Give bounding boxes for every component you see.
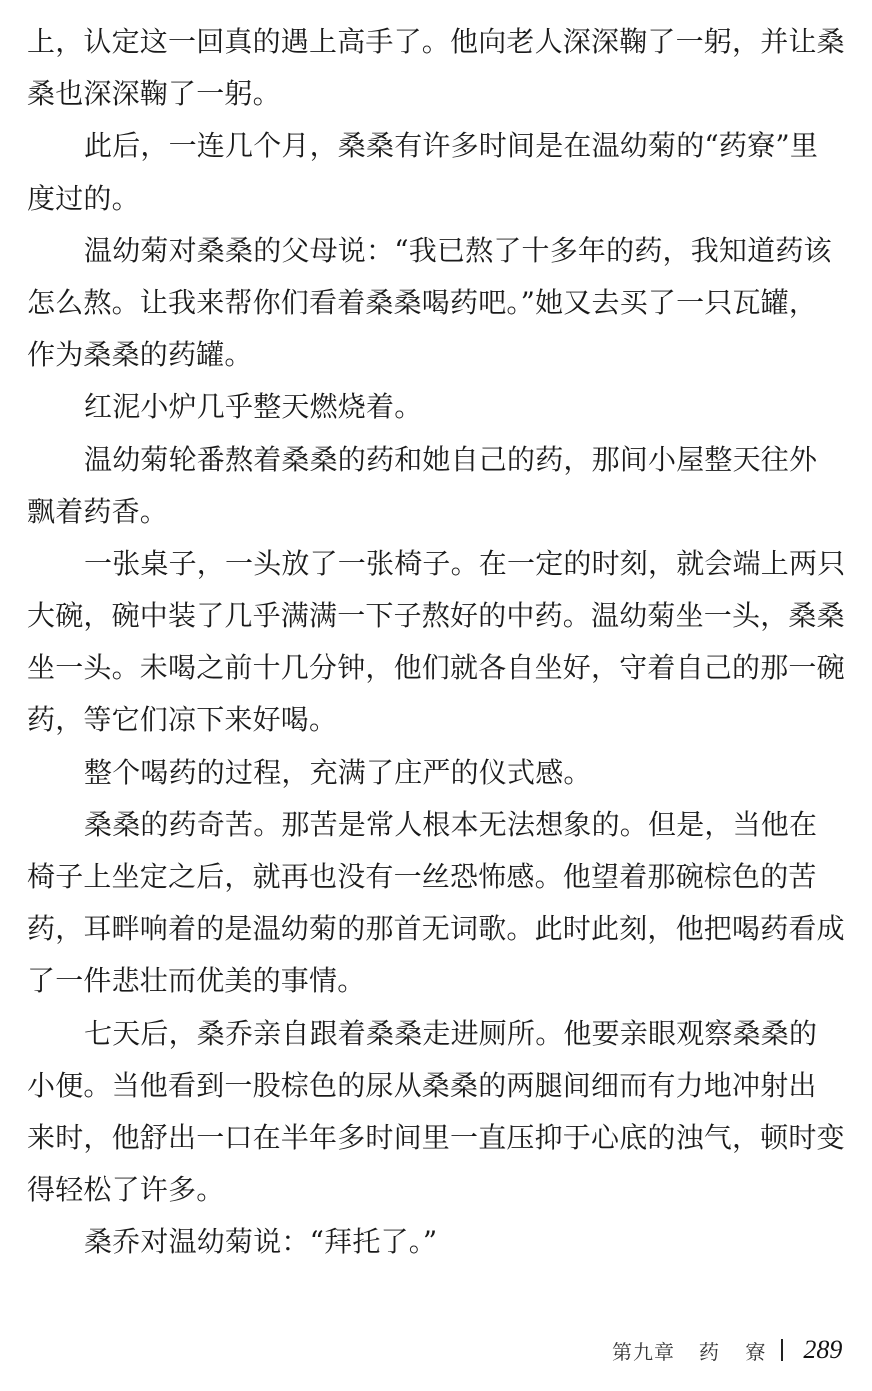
text-line: 药，耳畔响着的是温幼菊的那首无词歌。此时此刻，他把喝药看成	[27, 912, 845, 946]
text-line: 度过的。	[27, 181, 140, 215]
text-line: 飘着药香。	[27, 494, 169, 528]
text-line: 桑桑的药奇苦。那苦是常人根本无法想象的。但是，当他在	[84, 807, 818, 841]
text-line: 整个喝药的过程，充满了庄严的仪式感。	[84, 755, 592, 789]
text-line: 温幼菊轮番熬着桑桑的药和她自己的药，那间小屋整天往外	[84, 442, 818, 476]
text-line: 桑乔对温幼菊说：“拜托了。”	[84, 1225, 438, 1259]
page-body	[27, 16, 845, 1269]
footer-divider	[781, 1339, 783, 1361]
text-line: 来时，他舒出一口在半年多时间里一直压抑于心底的浊气，顿时变	[27, 1120, 845, 1154]
text-line: 得轻松了许多。	[27, 1173, 225, 1207]
text-line: 红泥小炉几乎整天燃烧着。	[84, 390, 423, 424]
text-line: 七天后，桑乔亲自跟着桑桑走进厕所。他要亲眼观察桑桑的	[84, 1016, 818, 1050]
text-line: 药，等它们凉下来好喝。	[27, 703, 338, 737]
text-line: 温幼菊对桑桑的父母说：“我已熬了十多年的药，我知道药该	[84, 233, 832, 267]
text-line: 怎么熬。让我来帮你们看着桑桑喝药吧。”她又去买了一只瓦罐，	[27, 285, 818, 319]
page-number: 289	[803, 1335, 843, 1364]
text-line: 大碗，碗中装了几乎满满一下子熬好的中药。温幼菊坐一头，桑桑	[27, 599, 845, 633]
text-line: 小便。当他看到一股棕色的尿从桑桑的两腿间细而有力地冲射出	[27, 1068, 817, 1102]
chapter-label: 第九章	[612, 1339, 675, 1364]
text-line: 椅子上坐定之后，就再也没有一丝恐怖感。他望着那碗棕色的苦	[27, 860, 817, 893]
text-line: 作为桑桑的药罐。	[27, 338, 253, 372]
text-line: 一张桌子，一头放了一张椅子。在一定的时刻，就会端上两只	[84, 546, 846, 580]
section-title: 药 寮	[699, 1339, 776, 1364]
text-line: 桑也深深鞠了一躬。	[27, 77, 281, 111]
text-line: 坐一头。未喝之前十几分钟，他们就各自坐好，守着自己的那一碗	[27, 651, 845, 685]
text-line: 上，认定这一回真的遇上高手了。他向老人深深鞠了一躬，并让桑	[27, 25, 845, 58]
text-line: 了一件悲壮而优美的事情。	[27, 964, 366, 998]
page-footer	[612, 1330, 842, 1370]
text-line: 此后，一连几个月，桑桑有许多时间是在温幼菊的“药寮”里	[84, 129, 819, 163]
